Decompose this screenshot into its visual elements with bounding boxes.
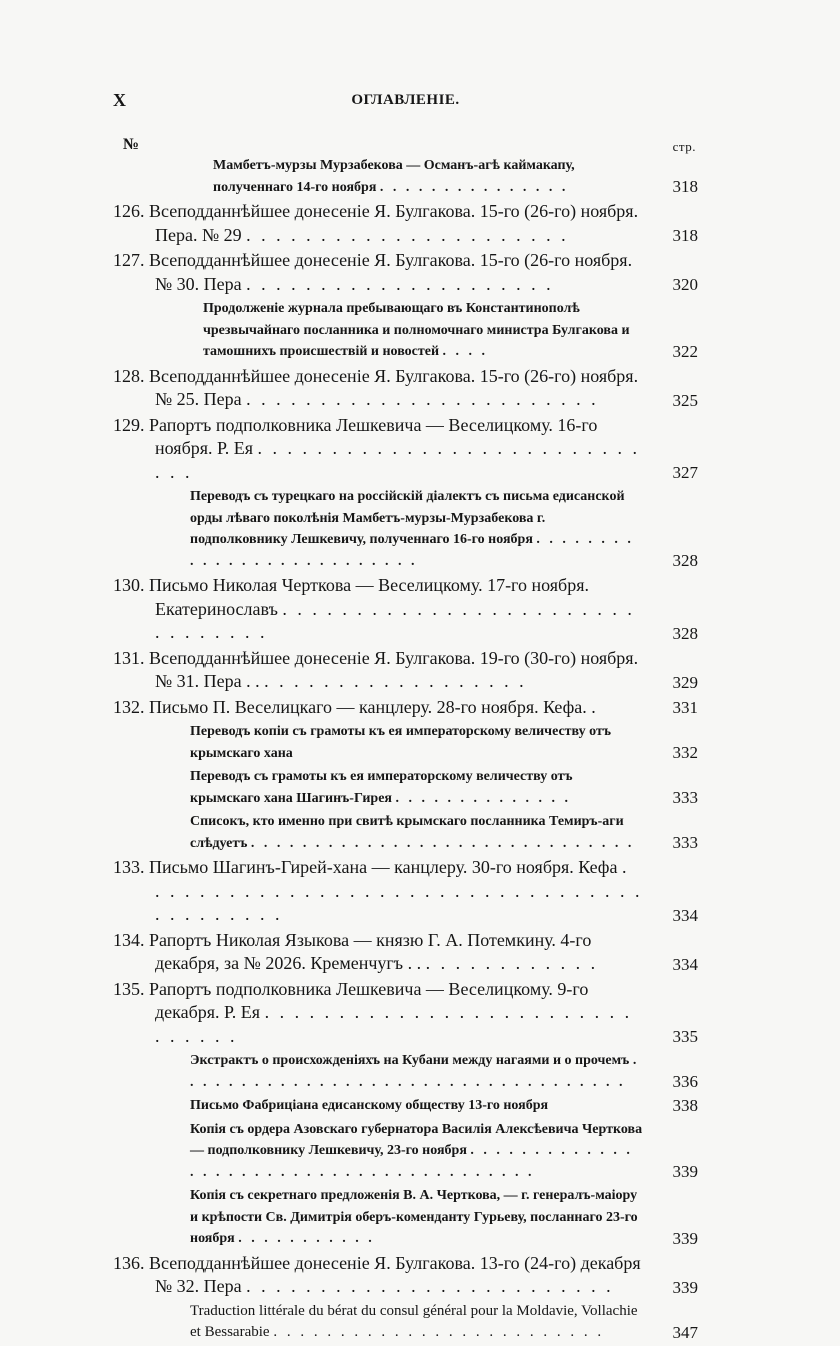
- entry-page: 328: [672, 623, 698, 643]
- entry-page: 335: [672, 1027, 698, 1046]
- leader-dots: . . . . . . . . . . .: [238, 1231, 375, 1246]
- entry-page: 339: [672, 1162, 698, 1181]
- toc-entry: [190, 486, 698, 572]
- entry-text: Мамбетъ-мурзы Мурзабекова — Османъ-агѣ каймакапу, полученнаго 14-го ноября: [213, 158, 575, 195]
- leader-dots: . . . . . . . . . . . .: [425, 953, 599, 973]
- entry-page: 329: [672, 672, 698, 692]
- entry-text: 127. Всеподданнѣйшее донесеніе Я. Булгакова. 15-го (26-го ноября. № 30. Пера: [113, 250, 633, 294]
- entry-page: 333: [672, 788, 698, 807]
- toc-entry: [190, 1095, 698, 1117]
- entry-text: Экстрактъ о происхожденіяхъ на Кубани между нагаями и о прочемъ: [190, 1053, 630, 1068]
- toc-entry: [190, 1119, 698, 1184]
- page-title: ОГЛАВЛЕНІЕ.: [351, 92, 460, 108]
- entry-page: 334: [672, 954, 698, 974]
- column-headers: [123, 136, 696, 156]
- entry-text: Переводъ копіи съ грамоты къ ея императорскому величеству отъ крымскаго хана: [190, 724, 611, 761]
- toc-entry: [190, 811, 698, 854]
- toc-entry: [190, 1301, 698, 1344]
- entry-text: 126. Всеподданнѣйшее донесеніе Я. Булгакова. 15-го (26-го) ноября. Пера. № 29: [113, 201, 639, 245]
- entry-page: 336: [672, 1072, 698, 1091]
- entry-text: 133. Письмо Шагинъ-Гирей-хана — канцлеру. 30-го ноября. Кефа: [113, 857, 618, 877]
- entry-text: Переводъ съ грамоты къ ея императорскому величеству отъ крымскаго хана Шагинъ-Гирея: [190, 769, 573, 806]
- leader-dots: . . . . . . . . . . . . . . . . . . . . . . . . .: [273, 1324, 605, 1340]
- leader-dots: . . . . . . . . . . . . . . . . . . . . . . . . . . . . . . . . . . .: [190, 1053, 640, 1090]
- entry-page: 325: [672, 390, 698, 410]
- toc-entry: [213, 155, 698, 198]
- entry-page: 338: [672, 1095, 698, 1115]
- entry-text: 134. Рапортъ Николая Языкова — князю Г. А. Потемкину. 4-го декабря, за № 2026. Кременчугъ . .: [113, 929, 592, 973]
- entry-text: 129. Рапортъ подполковника Лешкевича — Веселицкому. 16-го ноября. Р. Ея: [113, 414, 598, 458]
- entry-page: 334: [672, 905, 698, 925]
- number-column-header: №: [123, 136, 140, 153]
- entry-page: 318: [672, 177, 698, 196]
- toc-entry: [190, 766, 698, 809]
- leader-dots: . . . . . . . . . . . . . . . . . . . . . . . . . .: [190, 532, 634, 569]
- leader-dots: . . . . . . . . . . . . . . . . . . . . . . . .: [246, 389, 599, 409]
- entry-text: 135. Рапортъ подполковника Лешкевича — Веселицкому. 9-го декабря. Р. Ея: [113, 978, 589, 1022]
- entry-page: 327: [672, 463, 698, 482]
- toc-entry: [113, 978, 698, 1049]
- entry-page: 320: [672, 275, 698, 294]
- entry-text: Копія съ ордера Азовскаго губернатора Василія Алексѣевича Черткова — подполковнику Лешкевичу, 23-го ноября: [190, 1121, 643, 1158]
- toc-entry: [190, 1185, 698, 1250]
- toc-entry: [203, 298, 698, 363]
- entry-text: Копія съ секретнаго предложенія В. А. Черткова, — г. генералъ-маіору и крѣпости Св. Димитрія оберъ-коменданту Гурьеву, посланнаго 23-го ноября: [190, 1188, 638, 1246]
- leader-dots: . . . . . . . . . . . . . . . . . . . . .: [246, 273, 554, 294]
- toc-entry: [113, 929, 698, 976]
- toc-entry: [113, 1252, 698, 1299]
- leader-dots: . . . . . . . . . . . . . . . . . .: [264, 671, 527, 691]
- page-header: [113, 90, 698, 114]
- leader-dots: . . . . . . . . . . . . . . .: [379, 179, 569, 195]
- entry-text: Traduction littérale du bérat du consul général pour la Moldavie, Vollachie et Bessarabie: [190, 1302, 638, 1340]
- toc-entry: [113, 249, 698, 296]
- leader-dots: . . . . . . . . . . . . . . . . . . . . . . . . . . . . . . . .: [155, 598, 635, 642]
- entry-page: 332: [672, 743, 698, 762]
- entry-page: 339: [672, 1228, 698, 1248]
- toc-entry: [113, 414, 698, 485]
- entry-page: 318: [672, 226, 698, 245]
- entry-page: 339: [672, 1277, 698, 1297]
- leader-dots: . . . . . . . . . . . . . . . . . . . . . . . . . . . . . . .: [155, 1002, 633, 1046]
- toc-entry: [113, 200, 698, 247]
- leader-dots: . . . . . . . . . . . . . . . . . . . . . .: [246, 224, 569, 245]
- entry-text: Продолженіе журнала пребывающаго въ Константинополѣ чрезвычайнаго посланника и полномочнаго министра Булгакова и тамошнихъ происшествій и новостей: [203, 301, 630, 359]
- entry-text: 130. Письмо Николая Черткова — Веселицкому. 17-го ноября. Екатеринославъ: [113, 575, 589, 619]
- entry-page: 331: [672, 698, 698, 717]
- entry-page: 347: [672, 1322, 698, 1342]
- entry-text: Списокъ, кто именно при свитѣ крымскаго посланника Темиръ-аги слѣдуетъ: [190, 814, 624, 851]
- toc-entry: [113, 574, 698, 645]
- leader-dots: . . . . . . . . . . . . . . . . . . . . . . . . . . . . . . . . . . . . . . . . . . .: [155, 857, 643, 924]
- entry-text: Переводъ съ турецкаго на россійскій діалектъ съ письма едисанской орды лѣваго поколѣнія Мамбетъ-мурзы-Мурзабекова г. подполковнику Лешкевичу, полученнаго 16-го ноября: [190, 489, 625, 547]
- leader-dots: . . . . . . . . . . . . . . . . . . . . . . . . . . . . . . . . . . . . . . . .: [190, 1143, 633, 1180]
- toc-entry: [113, 856, 698, 927]
- leader-dots: . . . . . . . . . . . . . . . . . . . . . . . . . . . . .: [155, 438, 641, 482]
- entry-text: 131. Всеподданнѣйшее донесеніе Я. Булгакова. 19-го (30-го) ноября. № 31. Пера . .: [113, 647, 639, 691]
- leader-dots: . . . . . . . . . . . . . . . . . . . . . . . . . . . . . .: [250, 835, 635, 851]
- entry-text: Письмо Фабриціана едисанскому обществу 13-го ноября: [190, 1098, 549, 1113]
- toc-entry: [113, 696, 698, 720]
- toc-entry: [113, 365, 698, 412]
- entry-text: 136. Всеподданнѣйшее донесеніе Я. Булгакова. 13-го (24-го) декабря № 32. Пера: [113, 1252, 641, 1296]
- leader-dots: . . . .: [442, 344, 489, 359]
- leader-dots: . . . . . . . . . . . . . . . . . . . . . . . . .: [246, 1276, 614, 1296]
- leader-dots: . . . . . . . . . . . . . .: [395, 790, 571, 806]
- page-column-header: стр.: [672, 139, 696, 154]
- entry-page: 322: [672, 341, 698, 361]
- toc-entry: [190, 1050, 698, 1093]
- toc-entry: [113, 647, 698, 694]
- entry-page: 328: [672, 551, 698, 570]
- entry-text: 132. Письмо П. Веселицкаго — канцлеру. 28-го ноября. Кефа. .: [113, 696, 596, 717]
- page-number: X: [113, 90, 126, 110]
- toc-entry: [190, 721, 698, 764]
- entry-text: 128. Всеподданнѣйшее донесеніе Я. Булгакова. 15-го (26-го) ноября. № 25. Пера: [113, 365, 639, 409]
- entry-page: 333: [672, 833, 698, 852]
- table-of-contents: [113, 155, 698, 1346]
